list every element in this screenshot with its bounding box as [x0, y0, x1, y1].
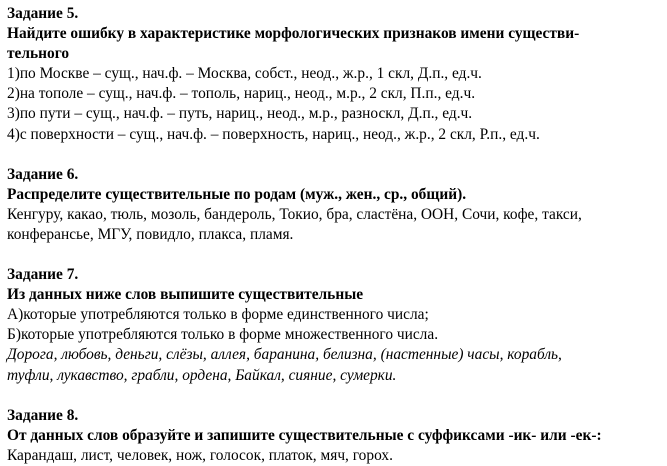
- task-instruction: тельного: [7, 45, 70, 63]
- task-instruction: Из данных ниже слов выпишите существительные: [7, 286, 364, 304]
- task-line: 3)по пути – сущ., нач.ф. – путь, нариц., неод., м.р., разноскл, Д.п., ед.ч.: [7, 105, 473, 123]
- task-line: конферансье, МГУ, повидло, плакса, пламя.: [7, 225, 294, 243]
- task-instruction: Распределите существительные по родам (муж., жен., ср., общий).: [7, 185, 467, 203]
- task-word-list: туфли, лукавство, грабли, ордена, Байкал, сияние, сумерки.: [7, 366, 397, 384]
- task-5: [7, 4, 657, 145]
- task-line: 4)с поверхности – сущ., нач.ф. – поверхность, нариц., неод., ж.р., 2 скл, Р.п., ед.ч.: [7, 125, 540, 143]
- task-line: Кенгуру, какао, тюль, мозоль, бандероль, Токио, бра, сластёна, ООН, Сочи, кофе, такси,: [7, 205, 582, 223]
- task-line: А)которые употребляются только в форме единственного числа;: [7, 306, 429, 324]
- task-6: [7, 165, 657, 245]
- task-heading: Задание 8.: [7, 406, 79, 424]
- task-line: 1)по Москве – сущ., нач.ф. – Москва, собст., неод., ж.р., 1 скл, Д.п., ед.ч.: [7, 65, 482, 83]
- task-7: [7, 265, 657, 386]
- task-heading: Задание 5.: [7, 5, 79, 22]
- task-line: 2)на тополе – сущ., нач.ф. – тополь, нариц., неод., м.р., 2 скл, П.п., ед.ч.: [7, 85, 476, 103]
- task-instruction: От данных слов образуйте и запишите существительные с суффиксами -ик- или -ек-:: [7, 426, 602, 444]
- task-line: Карандаш, лист, человек, нож, голосок, платок, мяч, горох.: [7, 446, 393, 464]
- task-heading: Задание 6.: [7, 165, 79, 183]
- task-8: [7, 406, 657, 466]
- task-heading: Задание 7.: [7, 266, 79, 284]
- task-line: Б)которые употребляются только в форме множественного числа.: [7, 326, 439, 344]
- task-instruction: Найдите ошибку в характеристике морфологических признаков имени существи-: [7, 25, 580, 43]
- task-word-list: Дорога, любовь, деньги, слёзы, аллея, баранина, белизна, (настенные) часы, корабль,: [7, 346, 562, 364]
